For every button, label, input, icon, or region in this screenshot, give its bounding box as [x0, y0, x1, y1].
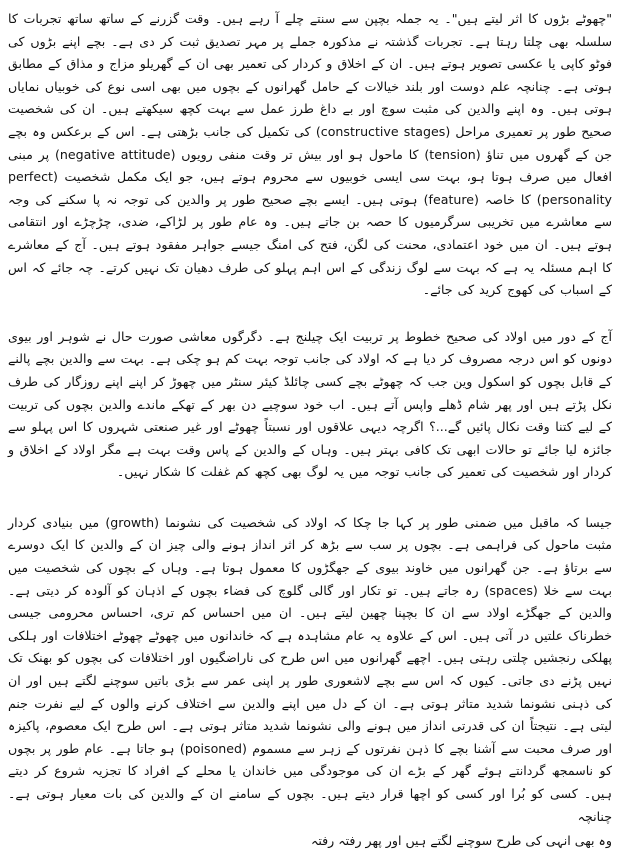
article-page	[8, 2, 613, 849]
paragraph-1: "چھوٹے بڑوں کا اثر لیتے ہیں"۔ یہ جملہ بچپن سے سنتے چلے آ رہے ہیں۔ وقت گزرنے کے ساتھ ساتھ تجربات کا سلسلہ بھی چلتا رہتا ہے۔ تجربات گذشتہ نے مذکورہ جملے پر مہر تصدیق ثبت کر دی ہے۔ بچے اپنے بڑوں کی فوٹو کاپی یا عکسی تصویر ہوتے ہیں۔ ان کے اخلاق و کردار کی تعمیر بھی ان کے گھریلو مزاج و مذاق کے مطابق ہوتی ہے۔ چنانچہ علم دوست اور بلند خیالات کے حامل گھرانوں کے بچوں میں بھی اسی نوع کی خوبیاں نمایاں ہوتی ہیں۔ وہ اپنے والدین کی مثبت سوچ اور بے داغ طرز عمل سے بہت کچھ سیکھتے ہیں۔ ان کی شخصیت صحیح طور پر تعمیری مراحل (constructive stages) کی تکمیل کی جانب بڑھتی ہے۔ اس کے برعکس وہ بچے جن کے گھروں میں تناؤ (tension) کا ماحول ہو اور بیش تر وقت منفی رویوں (negative attitude) پر مبنی افعال میں صرف ہوتا ہو، بہت سی ایسی خوبیوں سے محروم ہوتے ہیں، جو ایک مکمل شخصیت (perfect personality) کا خاصہ (feature) ہوتی ہیں۔ ایسے بچے صحیح طور پر والدین کی توجہ نہ پا سکنے کی وجہ سے معاشرے میں تخریبی سرگرمیوں کا حصہ بن جاتے ہیں۔ وہ عام طور پر لڑاکے، ضدی، چڑچڑے اور انتقامی ہوتے ہیں۔ ان میں خود اعتمادی، محنت کی لگن، فتح کی امنگ جیسے جواہر مفقود ہوتے ہیں۔ آج کے معاشرے کا اہم مسئلہ یہ ہے کہ بہت سے لوگ زندگی کے اس اہم پہلو کی طرف دھیان تک نہیں کرتے۔ چہ جائے کہ اس کے اسباب کی کھوج کرید کی جائے۔	[8, 11, 612, 298]
paragraph-2: آج کے دور میں اولاد کی صحیح خطوط پر تربیت ایک چیلنج ہے۔ دگرگوں معاشی صورت حال نے شوہر اور بیوی دونوں کو اس درجہ مصروف کر دیا ہے کہ اولاد کی جانب توجہ بہت کم ہو چکی ہے۔ بہت سے والدین بچے پالنے کے قابل بچوں کو اسکول وین جب کہ چھوٹے بچے کسی چائلڈ کیئر سنٹر میں چھوڑ کر اپنے اپنے روزگار کی طرف نکل پڑتے ہیں اور پھر شام ڈھلے واپس آتے ہیں۔ اب خود سوچیے دن بھر کے تھکے ماندے والدین بچوں کی تربیت کے لیے کتنا وقت نکال پائیں گے...؟ اگرچہ دیہی علاقوں اور نسبتاً چھوٹے اور غیر صنعتی شہروں کا اس پہلو سے جائزہ لیا جائے تو حالات ابھی تک کافی بہتر ہیں۔ وہاں کے والدین کے پاس وقت بہت ہے مگر اولاد کے اخلاق و کردار اور شخصیت کی تعمیر کی جانب توجہ میں یہ لوگ بھی کچھ کم غفلت کا شکار نہیں۔	[8, 328, 612, 480]
cut-off-line: وہ بھی انہی کی طرح سوچنے لگتے ہیں اور پھر رفتہ رفتہ	[310, 833, 612, 849]
paragraph-3: جیسا کہ ماقبل میں ضمنی طور پر کہا جا چکا کہ اولاد کی شخصیت کی نشونما (growth) میں بنیادی کردار مثبت ماحول کی فراہمی ہے۔ بچوں پر سب سے بڑھ کر اثر انداز ہونے والی چیز ان کے والدین کا ایک دوسرے سے برتاؤ ہے۔ جن گھرانوں میں خاوند بیوی کے جھگڑوں کا معمول ہوتا ہے۔ وہاں کے بچوں کی شخصیت میں بہت سے خلا (spaces) رہ جاتے ہیں۔ تو تکار اور گالی گلوچ کی فضاء بچوں کے اذہان کو آلودہ کر دیتی ہے۔ والدین کے جھگڑے اولاد سے ان کا بچپنا چھین لیتے ہیں۔ ان میں احساس کم تری، احساس محرومی جیسی خطرناک علتیں در آتی ہیں۔ اس کے علاوہ یہ عام مشاہدہ ہے کہ خاندانوں میں چھوٹے چھوٹے اختلافات اور ہلکی پھلکی رنجشیں چلتی رہتی ہیں۔ اچھے گھرانوں میں اس طرح کی ناراضگیوں اور اختلافات کی بچوں کو بھنک تک نہیں پڑنے دی جاتی۔ کیوں کہ اس سے بچے لاشعوری طور پر اپنی عمر سے بڑی باتیں سوچنے لگتے ہیں اور ان کی ذہنی نشونما شدید متاثر ہوتی ہے۔ ان کے دل میں اپنے والدین سے اختلاف کرنے والوں کے لیے نفرت جنم لیتی ہے۔ نتیجتاً ان کی قدرتی انداز میں ہونے والی نشونما شدید متاثر ہوتی ہے۔ اس طرح ایک معصوم، پاکیزہ اور صرف محبت سے آشنا بچے کا ذہن نفرتوں کے زہر سے مسموم (poisoned) ہو جاتا ہے۔ عام طور پر بچوں کو ناسمجھ گردانتے ہوئے گھر کے بڑے ان کی موجودگی میں خاندان یا محلے کے افراد کا تجزیہ شروع کر دیتے ہیں۔ کسی کو بُرا اور کسی کو اچھا قرار دیتے ہیں۔ بچوں کے سامنے ان کے والدین کی بات معیار ہوتی ہے۔ چنانچہ	[8, 514, 613, 824]
